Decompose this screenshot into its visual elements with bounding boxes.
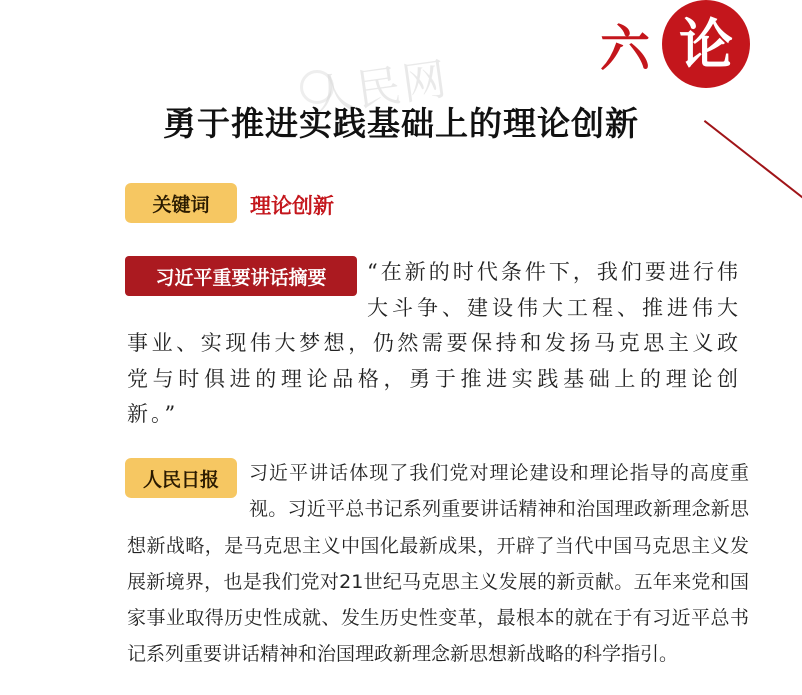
commentary-block <box>127 455 749 673</box>
speech-quote-text: “在新的时代条件下，我们要进行伟大斗争、建设伟大工程、推进伟大事业、实现伟大梦想，仍然需要保持和发扬马克思主义政党与时俱进的理论品格，勇于推进实践基础上的理论创新。” <box>127 260 741 426</box>
commentary-text: 习近平讲话体现了我们党对理论建设和理论指导的高度重视。习近平总书记系列重要讲话精神和治国理政新理念新思想新战略，是马克思主义中国化最新成果，开辟了当代中国马克思主义发展新境界，也是我们党对21世纪马克思主义发展的新贡献。五年来党和国家事业取得历史性成就、发生历史性变革，最根本的就在于有习近平总书记系列重要讲话精神和治国理政新理念新思想新战略的科学指引。 <box>127 462 749 666</box>
peoples-daily-tag: 人民日报 <box>125 458 237 498</box>
speech-quote-block <box>127 255 741 433</box>
badge-number: 六 <box>600 19 650 78</box>
keyword-tag: 关键词 <box>125 183 237 223</box>
watermark: 人民网 <box>307 53 452 124</box>
badge-circle: 论 <box>662 0 750 88</box>
keyword-value: 理论创新 <box>250 194 334 218</box>
speech-summary-tag: 习近平重要讲话摘要 <box>125 256 357 296</box>
page-title: 勇于推进实践基础上的理论创新 <box>163 104 639 143</box>
